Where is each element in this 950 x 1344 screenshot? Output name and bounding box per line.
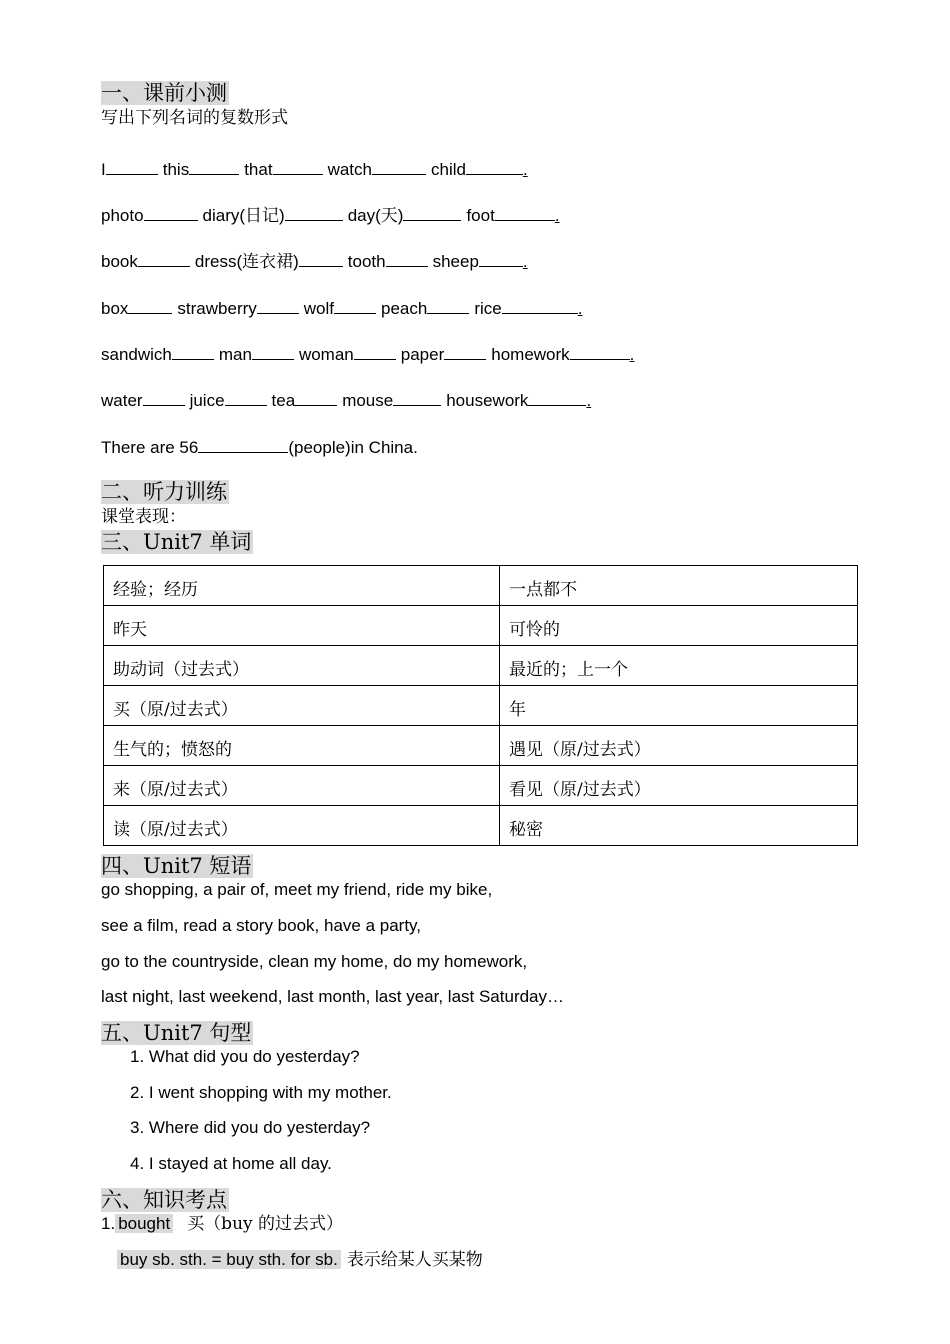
rule-pattern: buy sb. sth. = buy sth. for sb. <box>117 1250 341 1269</box>
noun-word: tooth <box>347 252 386 271</box>
noun-word: that <box>244 160 273 179</box>
answer-blank[interactable] <box>444 343 486 360</box>
noun-word: housework <box>446 391 529 410</box>
knowledge-point-1 <box>101 1214 343 1234</box>
answer-blank[interactable] <box>172 343 214 360</box>
vocab-cell: 生气的；愤怒的 <box>104 726 500 766</box>
answer-blank[interactable] <box>372 158 426 175</box>
answer-blank[interactable] <box>106 158 158 175</box>
noun-word: tea <box>271 391 296 410</box>
noun-word: juice <box>189 391 225 410</box>
section-6-title: 六、知识考点 <box>101 1188 227 1212</box>
plural-row <box>101 158 528 180</box>
class-performance-note: 课堂表现： <box>101 507 186 527</box>
vocab-cell: 看见（原/过去式） <box>500 766 858 806</box>
answer-blank[interactable] <box>403 204 461 221</box>
vocab-cell: 来（原/过去式） <box>104 766 500 806</box>
noun-word: strawberry <box>177 299 257 318</box>
noun-word: foot <box>466 206 495 225</box>
vocab-cell: 可怜的 <box>500 606 858 646</box>
answer-blank[interactable] <box>257 297 299 314</box>
section-3-title: 三、Unit7 单词 <box>101 530 252 554</box>
noun-word: book <box>101 252 138 271</box>
point-meaning: 买（buy 的过去式） <box>187 1214 344 1234</box>
table-row <box>104 806 858 846</box>
section-2-title: 二、听力训练 <box>101 480 227 504</box>
table-row <box>104 686 858 726</box>
vocab-cell: 遇见（原/过去式） <box>500 726 858 766</box>
vocab-cell: 助动词（过去式） <box>104 646 500 686</box>
noun-word: dress(连衣裙) <box>194 252 299 271</box>
answer-blank[interactable] <box>295 389 337 406</box>
answer-blank[interactable] <box>299 250 343 267</box>
vocab-cell: 读（原/过去式） <box>104 806 500 846</box>
plural-row <box>101 204 560 226</box>
table-row <box>104 726 858 766</box>
answer-blank[interactable] <box>138 250 190 267</box>
answer-blank[interactable] <box>252 343 294 360</box>
answer-blank[interactable] <box>143 389 185 406</box>
vocab-cell: 最近的；上一个 <box>500 646 858 686</box>
answer-blank[interactable] <box>479 250 523 267</box>
plural-row <box>101 297 582 319</box>
rule-meaning: 表示给某人买某物 <box>346 1250 483 1270</box>
answer-blank[interactable] <box>225 389 267 406</box>
answer-blank[interactable] <box>128 297 172 314</box>
answer-blank[interactable] <box>502 297 578 314</box>
answer-blank[interactable] <box>334 297 376 314</box>
plural-row <box>101 389 591 411</box>
section-1-instruction: 写出下列名词的复数形式 <box>101 108 288 128</box>
vocab-cell: 买（原/过去式） <box>104 686 500 726</box>
section-5-title: 五、Unit7 句型 <box>101 1021 252 1045</box>
sentence-item: 1. What did you do yesterday? <box>130 1047 360 1066</box>
row-end-period: . <box>554 206 560 225</box>
row-end-period: . <box>629 345 635 364</box>
phrase-line: go shopping, a pair of, meet my friend, ride my bike, <box>101 880 493 899</box>
table-row <box>104 566 858 606</box>
vocab-table <box>103 565 858 846</box>
noun-word: water <box>101 391 143 410</box>
answer-blank[interactable] <box>189 158 239 175</box>
point-word: bought <box>115 1214 173 1233</box>
plural-row <box>101 343 634 365</box>
answer-blank[interactable] <box>427 297 469 314</box>
sentence-item: 3. Where did you do yesterday? <box>130 1118 371 1137</box>
sentence-item: 4. I stayed at home all day. <box>130 1154 332 1173</box>
answer-blank[interactable] <box>528 389 586 406</box>
answer-blank[interactable] <box>273 158 323 175</box>
row-end-period: . <box>577 299 583 318</box>
answer-blank[interactable] <box>354 343 396 360</box>
knowledge-rule <box>117 1250 483 1270</box>
noun-word: peach <box>381 299 428 318</box>
answer-blank[interactable] <box>495 204 555 221</box>
vocab-cell: 一点都不 <box>500 566 858 606</box>
noun-word: sandwich <box>101 345 172 364</box>
row-end-period: . <box>522 252 528 271</box>
noun-word: man <box>218 345 252 364</box>
noun-word: child <box>430 160 466 179</box>
noun-word: homework <box>491 345 570 364</box>
section-1-title: 一、课前小测 <box>101 81 227 105</box>
row-end-period: . <box>586 391 592 410</box>
noun-word: woman <box>298 345 354 364</box>
people-sentence <box>101 436 418 458</box>
plural-row <box>101 250 528 272</box>
people-sentence-after: (people)in China. <box>288 438 418 457</box>
noun-word: paper <box>400 345 445 364</box>
noun-word: photo <box>101 206 144 225</box>
noun-word: diary(日记) <box>202 206 285 225</box>
answer-blank[interactable] <box>466 158 523 175</box>
answer-blank[interactable] <box>393 389 441 406</box>
phrase-line: see a film, read a story book, have a party, <box>101 916 422 935</box>
noun-word: watch <box>327 160 372 179</box>
noun-word: I <box>101 160 106 179</box>
row-end-period: . <box>522 160 528 179</box>
answer-blank[interactable] <box>144 204 198 221</box>
noun-word: box <box>101 299 129 318</box>
answer-blank[interactable] <box>198 436 288 453</box>
answer-blank[interactable] <box>570 343 630 360</box>
vocab-cell: 秘密 <box>500 806 858 846</box>
noun-word: wolf <box>303 299 335 318</box>
noun-word: sheep <box>432 252 479 271</box>
phrase-line: go to the countryside, clean my home, do my homework, <box>101 952 528 971</box>
noun-word: this <box>162 160 190 179</box>
table-row <box>104 606 858 646</box>
answer-blank[interactable] <box>285 204 343 221</box>
noun-word: mouse <box>342 391 394 410</box>
noun-word: day(天) <box>347 206 404 225</box>
noun-word: rice <box>474 299 502 318</box>
phrase-line: last night, last weekend, last month, last year, last Saturday… <box>101 987 565 1006</box>
people-sentence-before: There are 56 <box>101 438 199 457</box>
vocab-cell: 经验；经历 <box>104 566 500 606</box>
table-row <box>104 646 858 686</box>
point-number: 1. <box>101 1214 116 1233</box>
vocab-cell: 年 <box>500 686 858 726</box>
vocab-cell: 昨天 <box>104 606 500 646</box>
sentence-item: 2. I went shopping with my mother. <box>130 1083 392 1102</box>
table-row <box>104 766 858 806</box>
answer-blank[interactable] <box>386 250 428 267</box>
section-4-title: 四、Unit7 短语 <box>101 854 252 878</box>
